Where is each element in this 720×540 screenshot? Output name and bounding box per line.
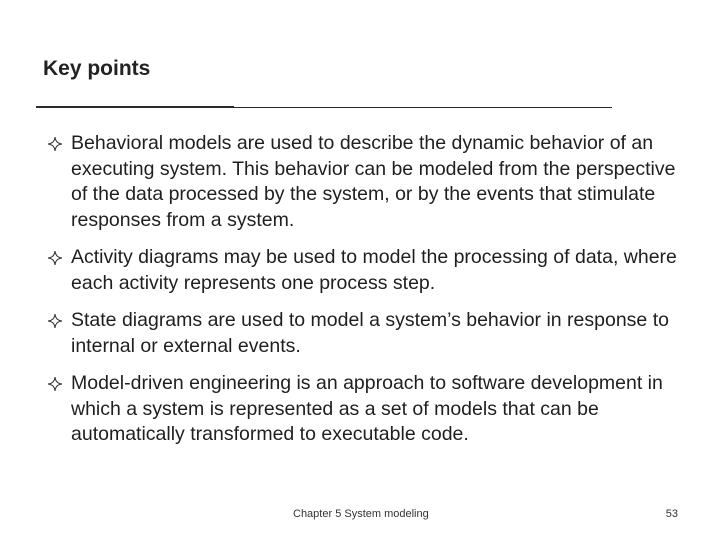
four-point-star-icon (48, 314, 62, 328)
bullet-item (48, 308, 688, 359)
bullet-item (48, 371, 688, 448)
slide-title: Key points (43, 57, 151, 80)
four-point-star-icon (48, 137, 62, 151)
bullet-text: Model-driven engineering is an approach to software development in which a system is represented as a set of models that can be automatically transformed to executable code. (71, 372, 663, 445)
title-underline-thin (234, 107, 612, 108)
four-point-star-icon (48, 377, 62, 391)
bullet-text: Behavioral models are used to describe the dynamic behavior of an executing system. This behavior can be modeled from the perspective of the data processed by the system, or by the events that stimulate responses from a system. (71, 132, 676, 231)
bullet-text: Activity diagrams may be used to model the processing of data, where each activity represents one process step. (71, 246, 677, 294)
bullet-list (48, 131, 688, 448)
bullet-text: State diagrams are used to model a system’s behavior in response to internal or external events. (71, 309, 669, 357)
title-underline-thick (36, 106, 234, 108)
bullet-item (48, 245, 688, 296)
four-point-star-icon (48, 251, 62, 265)
page-number: 53 (665, 508, 678, 520)
bullet-item (48, 131, 688, 233)
footer-chapter-label: Chapter 5 System modeling (293, 508, 429, 520)
